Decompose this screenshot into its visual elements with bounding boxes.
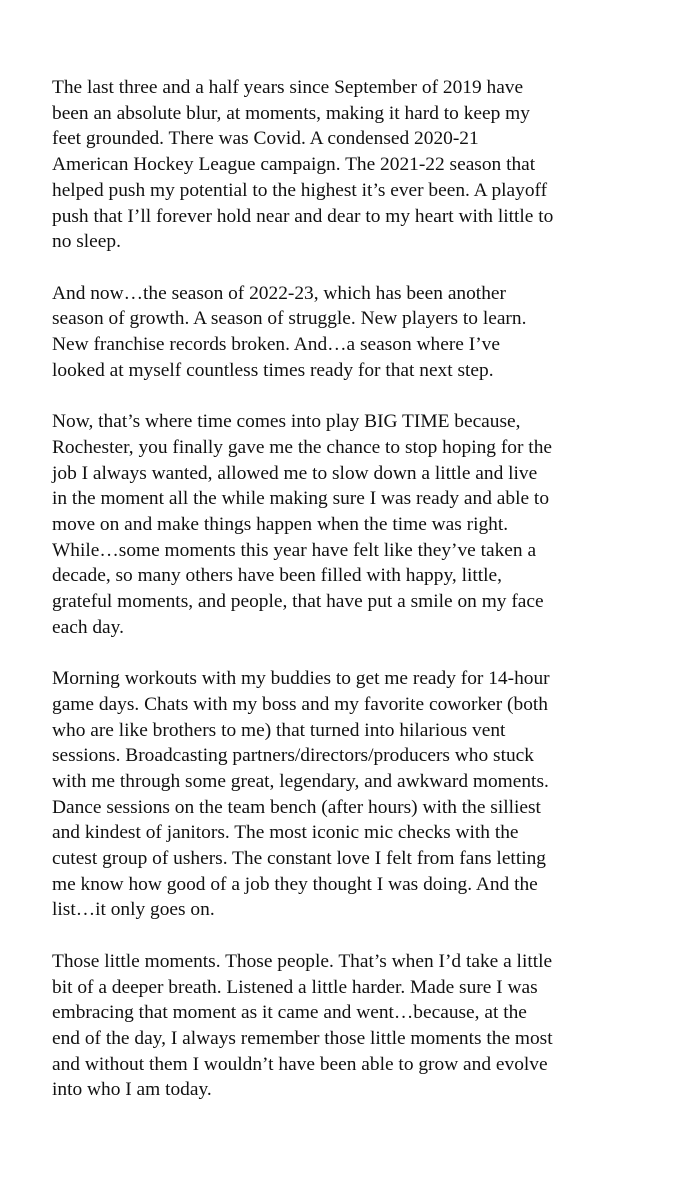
document-body <box>52 75 632 1103</box>
text-line: The last three and a half years since September of 2019 have <box>52 77 524 98</box>
paragraph-1 <box>52 75 632 255</box>
text-line: Rochester, you finally gave me the chance to stop hoping for the <box>52 436 552 458</box>
text-line: season of growth. A season of struggle. New players to learn. <box>52 308 527 330</box>
text-line: cutest group of ushers. The constant love I felt from fans letting <box>52 848 546 870</box>
text-line: with me through some great, legendary, and awkward moments. <box>52 770 549 792</box>
text-line: And now…the season of 2022-23, which has been another <box>52 282 506 304</box>
text-line: grateful moments, and people, that have put a smile on my face <box>52 591 544 613</box>
text-line: move on and make things happen when the time was right. <box>52 513 509 535</box>
paragraph-5 <box>52 949 632 1103</box>
text-line: sessions. Broadcasting partners/directors/producers who stuck <box>52 745 534 767</box>
paragraph-4 <box>52 666 632 923</box>
text-line: end of the day, I always remember those little moments the most <box>52 1027 553 1049</box>
text-line: list…it only goes on. <box>52 899 215 921</box>
text-line: who are like brothers to me) that turned into hilarious vent <box>52 719 506 741</box>
text-line: New franchise records broken. And…a season where I’ve <box>52 334 500 356</box>
text-line: job I always wanted, allowed me to slow down a little and live <box>52 462 538 484</box>
text-line: me know how good of a job they thought I was doing. And the <box>52 873 538 895</box>
text-line: into who I am today. <box>52 1079 212 1101</box>
text-line: American Hockey League campaign. The 2021-22 season that <box>52 154 536 176</box>
text-line: been an absolute blur, at moments, making it hard to keep my <box>52 102 530 124</box>
text-line: While…some moments this year have felt like they’ve taken a <box>52 539 537 561</box>
text-line: bit of a deeper breath. Listened a little harder. Made sure I was <box>52 976 538 998</box>
text-line: Those little moments. Those people. That’s when I’d take a little <box>52 950 553 972</box>
text-line: and without them I wouldn’t have been able to grow and evolve <box>52 1053 548 1075</box>
text-line: game days. Chats with my boss and my favorite coworker (both <box>52 693 548 715</box>
text-line: decade, so many others have been filled with happy, little, <box>52 565 502 587</box>
text-line: push that I’ll forever hold near and dear to my heart with little to <box>52 205 554 227</box>
text-line: Dance sessions on the team bench (after hours) with the silliest <box>52 796 541 818</box>
text-line: no sleep. <box>52 231 121 253</box>
text-line: Morning workouts with my buddies to get me ready for 14-hour <box>52 668 550 690</box>
text-line: looked at myself countless times ready for that next step. <box>52 359 494 381</box>
text-line: embracing that moment as it came and went…because, at the <box>52 1002 527 1024</box>
text-line: Now, that’s where time comes into play BIG TIME because, <box>52 411 521 433</box>
text-line: helped push my potential to the highest it’s ever been. A playoff <box>52 179 548 201</box>
text-line: in the moment all the while making sure I was ready and able to <box>52 488 550 510</box>
text-line: each day. <box>52 616 124 638</box>
paragraph-3 <box>52 409 632 640</box>
paragraph-2 <box>52 281 632 384</box>
text-line: feet grounded. There was Covid. A condensed 2020-21 <box>52 128 479 150</box>
text-line: and kindest of janitors. The most iconic mic checks with the <box>52 822 519 844</box>
